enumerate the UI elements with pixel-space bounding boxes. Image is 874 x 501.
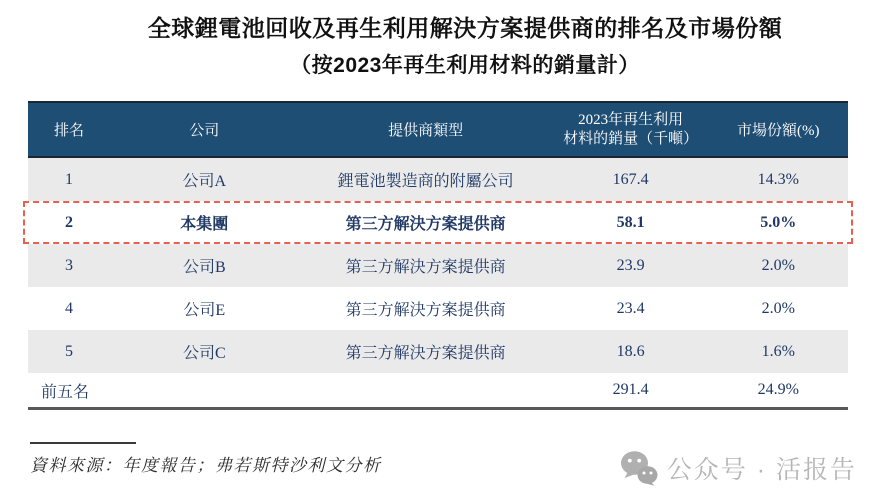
- table-row: [28, 244, 848, 287]
- source-note: 資料來源：年度報告；弗若斯特沙利文分析: [30, 456, 382, 475]
- table-row: [28, 158, 848, 201]
- rank-cell: 1: [65, 170, 73, 188]
- company-cell: 本集團: [180, 216, 229, 233]
- header-sales-line-1: 2023年再生利用: [578, 111, 684, 128]
- company-cell: 公司B: [182, 259, 226, 276]
- company-cell: 公司E: [183, 302, 226, 319]
- sales-cell: 23.9: [616, 256, 645, 274]
- provider-type-cell: 鋰電池製造商的附屬公司: [337, 173, 514, 190]
- header-company: 公司: [189, 123, 220, 139]
- sales-cell: 167.4: [612, 170, 649, 188]
- sales-cell: 58.1: [616, 213, 645, 231]
- market-share-cell: 1.6%: [761, 342, 795, 360]
- provider-type-cell: 第三方解決方案提供商: [345, 259, 506, 276]
- table-row: [28, 330, 848, 373]
- market-share-cell: 2.0%: [761, 299, 795, 317]
- table-header-row: [28, 101, 848, 158]
- title-line-1: 全球鋰電池回收及再生利用解決方案提供商的排名及市場份額: [147, 15, 783, 41]
- wechat-icon: [620, 450, 658, 486]
- footer-share-value: 24.9%: [757, 381, 799, 398]
- provider-type-cell: 第三方解決方案提供商: [345, 302, 506, 319]
- rank-cell: 2: [65, 213, 73, 231]
- sales-cell: 18.6: [616, 342, 645, 360]
- footer-sales-value: 291.4: [612, 381, 649, 398]
- rank-cell: 4: [65, 299, 73, 317]
- title-line-2: （按2023年再生利用材料的銷量計）: [290, 54, 640, 77]
- rank-cell: 5: [65, 342, 73, 360]
- market-share-cell: 14.3%: [757, 170, 799, 188]
- company-cell: 公司C: [182, 345, 226, 362]
- rank-cell: 3: [65, 256, 73, 274]
- table-row: [28, 201, 848, 244]
- sales-cell: 23.4: [616, 299, 645, 317]
- source-divider-line: [30, 442, 136, 444]
- table-body: [28, 158, 848, 373]
- header-sales-2023: [553, 111, 709, 149]
- watermark: [620, 450, 857, 486]
- ranking-table: [28, 101, 848, 410]
- header-provider-type: 提供商類型: [388, 123, 464, 139]
- provider-type-cell: 第三方解決方案提供商: [345, 216, 506, 233]
- provider-type-cell: 第三方解決方案提供商: [345, 345, 506, 362]
- table-row: [28, 287, 848, 330]
- header-market-share: 市場份額(%): [737, 123, 820, 139]
- watermark-text: 公众号 · 活报告: [666, 456, 857, 484]
- company-cell: 公司A: [182, 173, 227, 190]
- header-sales-line-2: 材料的銷量（千噸）: [563, 130, 699, 147]
- page-title: [56, 13, 874, 81]
- footer-label: 前五名: [41, 383, 90, 401]
- header-rank: 排名: [53, 123, 84, 139]
- table-footer-row: [28, 373, 848, 410]
- market-share-cell: 2.0%: [761, 256, 795, 274]
- market-share-cell: 5.0%: [760, 213, 797, 231]
